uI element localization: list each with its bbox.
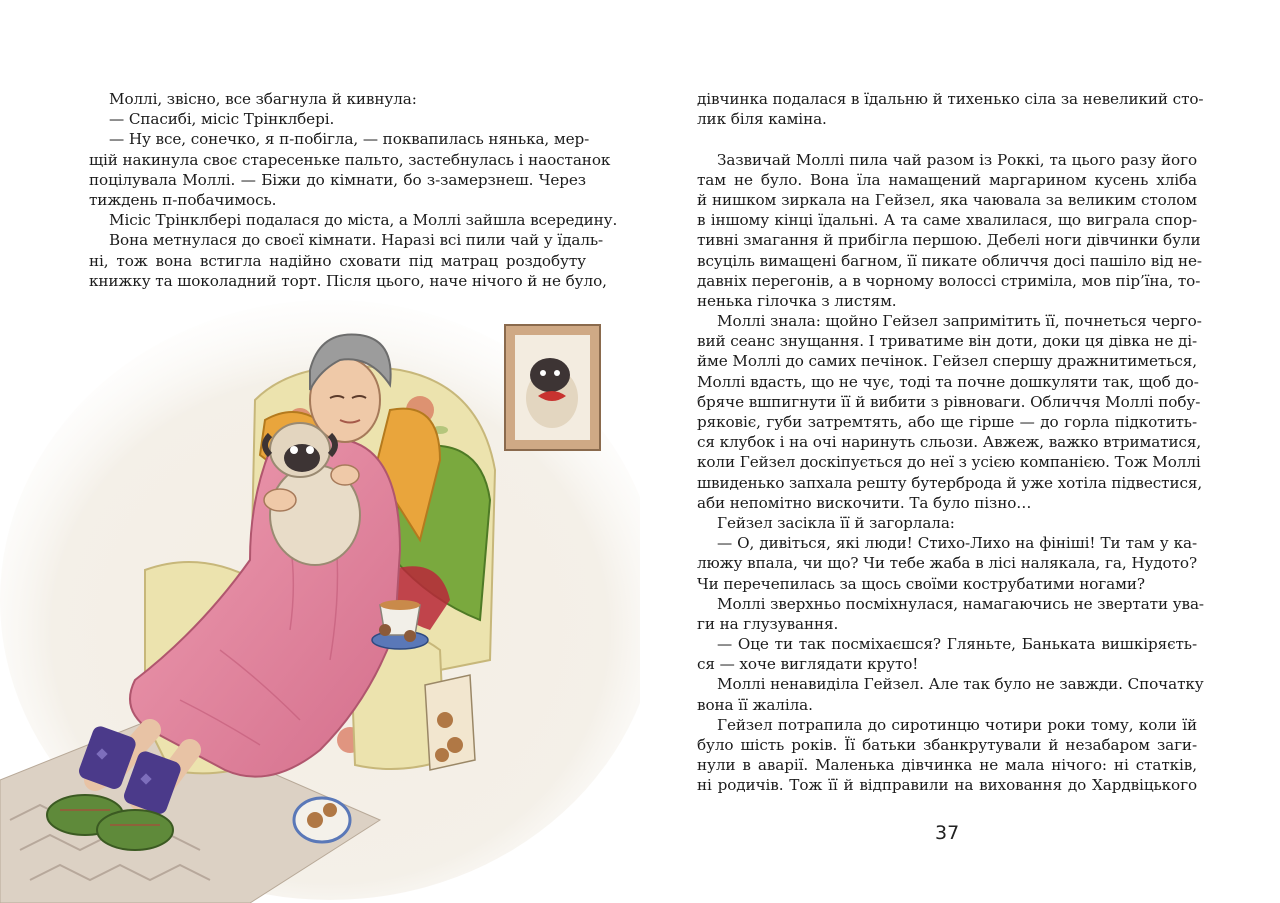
right-page <box>640 0 1280 903</box>
text-line: в іншому кінці їдальні. А та саме хвалилася, що виграла спор- <box>697 211 1197 230</box>
slipper-right <box>97 810 173 850</box>
text-line: ряковіє, губи затремтять, або ще гірше — до горла підкотить- <box>697 413 1197 431</box>
text-line: — Спасибі, місіс Трінклбері. <box>109 110 335 129</box>
text-line: ненька гілочка з листям. <box>697 291 897 310</box>
text-line: там не було. Вона їла намащений маргарином кусень хліба <box>697 170 1197 189</box>
text-line: вий сеанс знущання. І триватиме він доти, доки ця дівка не ді- <box>697 332 1197 351</box>
biscuit-box <box>425 675 475 770</box>
text-line: швиденько запхала решту бутерброда й уже хотіла підвестися, <box>697 473 1203 492</box>
text-line: Зазвичай Моллі пила чай разом із Роккі, та цього разу його <box>717 150 1197 169</box>
text-line: аби непомітно вискочити. Та було пізно… <box>697 493 1032 512</box>
text-line: поцілувала Моллі. — Біжи до кімнати, бо з-замерзнеш. Через <box>89 170 586 189</box>
text-line: — О, дивіться, які люди! Стихо-Лихо на фініші! Ти там у ка- <box>717 534 1197 553</box>
text-line: ні родичів. Тож її й відправили на виховання до Хардвіцького <box>697 776 1197 795</box>
text-line: дівчинка подалася в їдальню й тихенько сіла за невеликий сто- <box>697 90 1204 108</box>
text-line: Моллі знала: щойно Гейзел запримітить її, почнеться черго- <box>717 312 1202 331</box>
text-line: Місіс Трінклбері подалася до міста, а Моллі зайшла всередину. <box>109 211 618 230</box>
pug-portrait-frame <box>505 325 600 450</box>
paragraph-gap <box>697 129 1197 149</box>
text-line: тивні змагання й прибігла першою. Дебелі ноги дівчинки були <box>697 231 1201 250</box>
text-line: коли Гейзел доскіпується до неї з усією компанією. Тож Моллі <box>697 453 1201 472</box>
text-line: ги на глузування. <box>697 614 839 633</box>
text-line: — Оце ти так посміхаєшся? Гляньте, Баньката вишкіряєть- <box>717 635 1197 654</box>
text-line: Моллі вдасть, що не чує, тоді та почне дошкуляти так, щоб до- <box>697 372 1199 391</box>
text-line: бряче вшпигнути її й вибити з рівноваги. Обличчя Моллі побу- <box>697 392 1201 411</box>
text-line: ся — хоче виглядати круто! <box>697 655 919 674</box>
text-line: й нишком зиркала на Гейзел, яка чаювала за великим столом <box>697 190 1197 209</box>
text-line: Гейзел засікла її й загорлала: <box>717 513 955 532</box>
text-line: Гейзел потрапила до сиротинцю чотири роки тому, коли їй <box>717 715 1197 734</box>
text-line: люжу впала, чи що? Чи тебе жаба в лісі налякала, га, Нудото? <box>697 554 1197 573</box>
plate-with-biscuits <box>294 798 350 842</box>
text-line: — Ну все, сонечко, я п-побігла, — поквапилась нянька, мер- <box>109 130 590 149</box>
text-line: Чи перечепилась за щось своїми кострубатими ногами? <box>697 574 1145 593</box>
text-line: Моллі ненавиділа Гейзел. Але так було не завжди. Спочатку <box>717 675 1204 694</box>
text-line: давніх перегонів, а в чорному волоссі стриміла, мов пір’їна, то- <box>697 271 1201 290</box>
text-line: Вона метнулася до своєї кімнати. Наразі всі пили чай у їдаль- <box>109 231 604 250</box>
text-line: лик біля каміна. <box>697 110 827 129</box>
page-number: 37 <box>935 822 960 844</box>
text-line: всуціль вимащені багном, її пикате обличчя досі пашіло від не- <box>697 251 1202 270</box>
text-line: йме Моллі до самих печінок. Гейзел спершу дражнитиметься, <box>697 352 1197 371</box>
illustration-nanny-with-pug <box>0 300 640 903</box>
text-line: Моллі зверхньо посміхнулася, намагаючись не звертати ува- <box>717 594 1204 613</box>
text-line: ні, тож вона встигла надійно сховати під матрац роздобуту <box>89 251 586 270</box>
text-line: Моллі, звісно, все збагнула й кивнула: <box>109 90 417 108</box>
text-line: ся клубок і на очі наринуть сльози. Авжеж, важко втриматися, <box>697 433 1202 452</box>
text-line: нули в аварії. Маленька дівчинка не мала нічого: ні статків, <box>697 756 1197 775</box>
text-line: вона її жаліла. <box>697 695 813 714</box>
text-line: тиждень п-побачимось. <box>89 190 277 209</box>
right-page-text <box>697 89 1204 796</box>
text-line: було шість років. Її батьки збанкрутували й незабаром заги- <box>697 736 1197 754</box>
text-line: книжку та шоколадний торт. Після цього, наче нічого й не було, <box>89 271 607 290</box>
left-page-text <box>89 89 618 291</box>
text-line: щій накинула своє старесеньке пальто, застебнулась і наостанок <box>89 150 611 169</box>
